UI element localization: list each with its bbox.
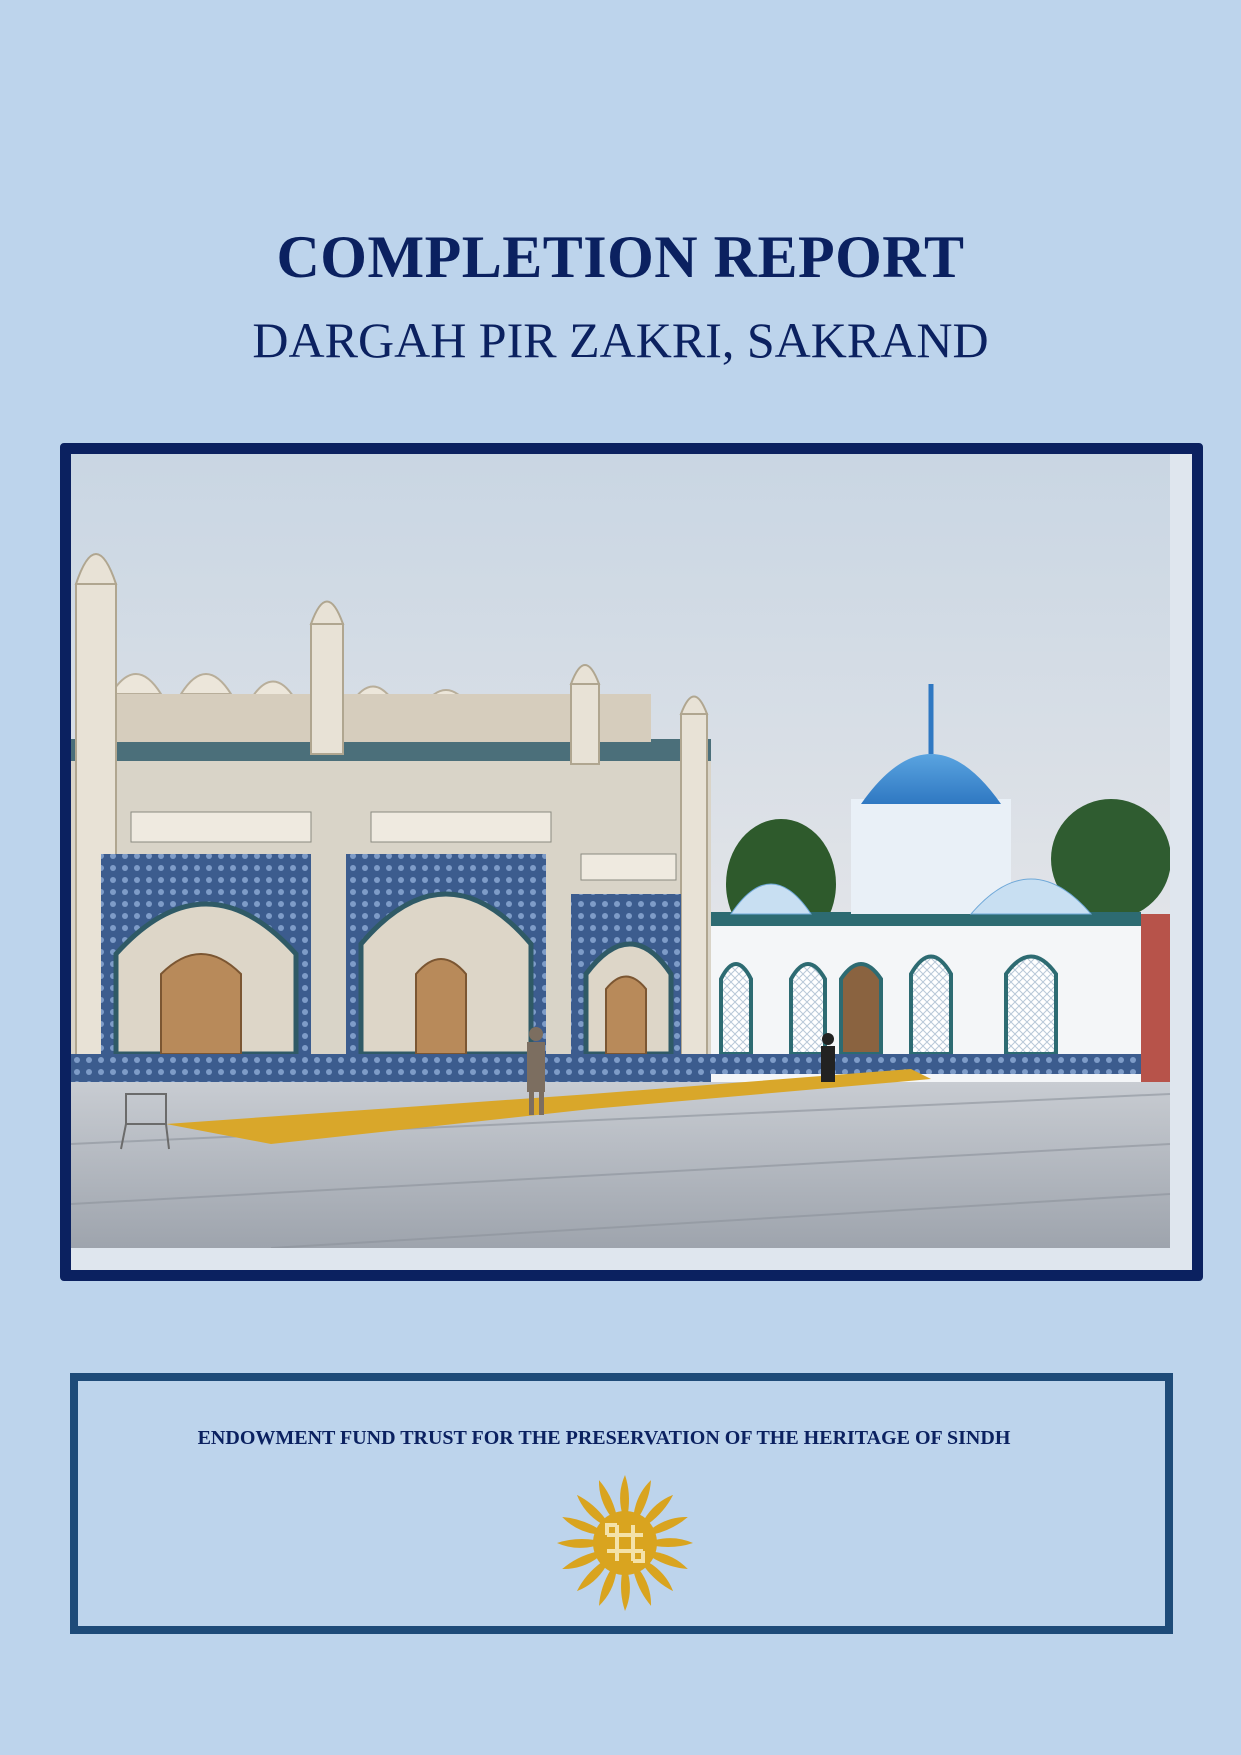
sun-emblem-icon (550, 1473, 700, 1613)
cover-photo (60, 443, 1203, 1281)
organization-name: ENDOWMENT FUND TRUST FOR THE PRESERVATION OF THE HERITAGE OF SINDH (197, 1427, 1011, 1449)
publisher-box (70, 1373, 1173, 1634)
shrine-photo-illustration (71, 454, 1170, 1248)
report-title: COMPLETION REPORT (276, 224, 965, 290)
report-subtitle: DARGAH PIR ZAKRI, SAKRAND (252, 312, 989, 368)
